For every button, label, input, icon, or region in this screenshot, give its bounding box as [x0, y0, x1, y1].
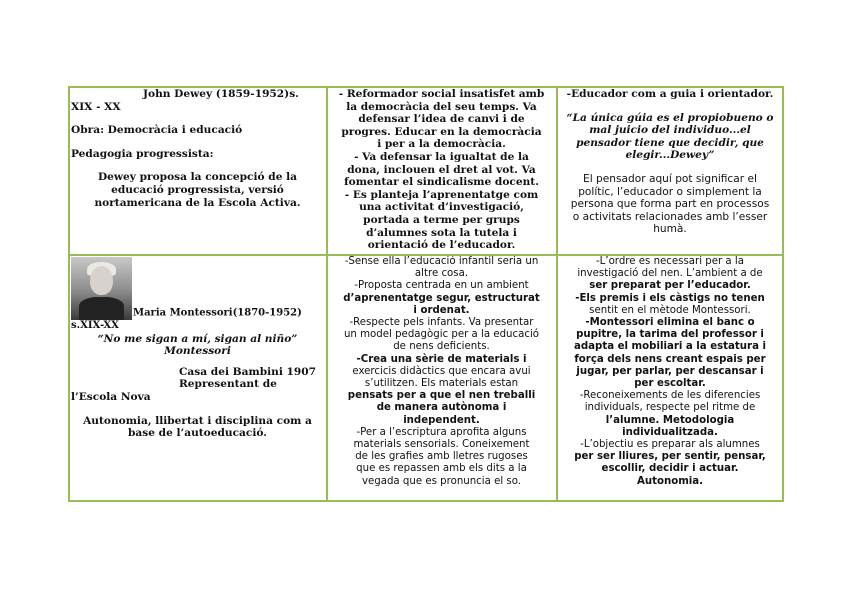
- montessori-century: s.XIX-XX: [71, 320, 119, 331]
- text-line: portada a terme per grups: [363, 213, 520, 226]
- educator-role-title: -Educador com a guia i orientador.: [566, 88, 774, 100]
- table-border-right: [782, 86, 784, 502]
- montessori-header: [71, 257, 324, 320]
- dewey-century: XIX - XX: [71, 100, 121, 113]
- dewey-info-cell: [71, 88, 324, 253]
- montessori-quote: “No me sigan a mí, sigan al niño” Montessori: [97, 332, 298, 358]
- representative-label: Representant de: [179, 378, 277, 391]
- thinker-note: El pensador aquí pot significar el polític, l’educador o simplement la persona que forma part en processos o activitats relacionades amb l’esser humà.: [570, 172, 770, 236]
- dewey-name: John Dewey (1859-1952)s.: [143, 88, 299, 100]
- montessori-method-cell: -L’ordre es necessari per a la investigació del nen. L’ambient a de ser preparat per l’educador. -Els premis i els càstigs no tenen sentit en el mètode Montessori. -Montessori elimina el banc o pupitre, la tarima del professor i adapta el mobiliari a la estatura i força dels nens creant espais per jugar, per parlar, per descansar i per escoltar. -Reconeixements de les diferencies individuals, respecte pel ritme de l’alumne. Metodologia individualitzada. -L’objectiu es preparar als alumnes per ser lliures, per sentir, pensar, escollir, decidir i actuar. Autonomia.: [573, 256, 766, 487]
- dewey-contributions-cell: [329, 88, 554, 253]
- dewey-pedagogy-heading: Pedagogia progressista:: [71, 147, 214, 160]
- dewey-quote: “La única gúia es el propiobueno o mal juicio del individuo...el pensador tiene que decidir, que elegir...Dewey”: [566, 111, 774, 162]
- text-line: i per a la democràcia.: [377, 138, 506, 151]
- text-line: - Es planteja l’aprenentatge com: [344, 188, 539, 201]
- autonomy-statement: Autonomia, llibertat i disciplina com a base de l’autoeducació.: [83, 414, 312, 440]
- text-line: dona, inclouen el dret al vot. Va: [347, 163, 536, 176]
- text-line: progres. Educar en la democràcia: [341, 125, 542, 138]
- casa-bambini: Casa dei Bambini 1907: [179, 365, 317, 378]
- text-line: una activitat d’investigació,: [359, 201, 524, 214]
- montessori-portrait: [71, 257, 132, 320]
- text-line: defensar l’idea de canvi i de: [358, 113, 525, 126]
- text-line: orientació de l’educador.: [367, 239, 516, 252]
- text-line: - Reformador social insatisfet amb: [338, 88, 545, 100]
- dewey-role-cell: [559, 88, 781, 253]
- text-line: - Va defensar la igualtat de la: [354, 150, 529, 163]
- montessori-info-cell: [71, 257, 324, 499]
- table-col-divider: [326, 86, 328, 502]
- montessori-name: Maria Montessori(1870-1952): [133, 307, 302, 319]
- escola-nova: l’Escola Nova: [71, 390, 151, 403]
- text-line: d’alumnes sota la tutela i: [366, 226, 517, 239]
- table-col-divider: [556, 86, 558, 502]
- table-border-bottom: [68, 500, 784, 502]
- text-line: la democràcia del seu temps. Va: [346, 100, 537, 113]
- text-line: fomentar el sindicalisme docent.: [344, 176, 539, 189]
- table-border-left: [68, 86, 70, 502]
- montessori-contributions-cell: -Sense ella l’educació infantil seria un altre cosa. -Proposta centrada en un ambient d’aprenentatge segur, estructurat i ordenat. -Respecte pels infants. Va presentar un model pedagògic per a la educació de nens deficients. -Crea una sèrie de materials i exercicis didàctics que encara avui s’utilitzen. Els materials estan pensats per a que el nen treballi de manera autònoma i independent. -Per a l’escriptura aprofita alguns materials sensorials. Coneixement de les grafies amb lletres rugoses que es repassen amb els dits a la vegada que es pronuncia el so.: [343, 256, 540, 487]
- dewey-work: Obra: Democràcia i educació: [71, 124, 243, 137]
- comparison-table: [68, 86, 784, 502]
- dewey-description: Dewey proposa la concepció de la educació progressista, versió nortamericana de la Escola Activa.: [94, 171, 301, 209]
